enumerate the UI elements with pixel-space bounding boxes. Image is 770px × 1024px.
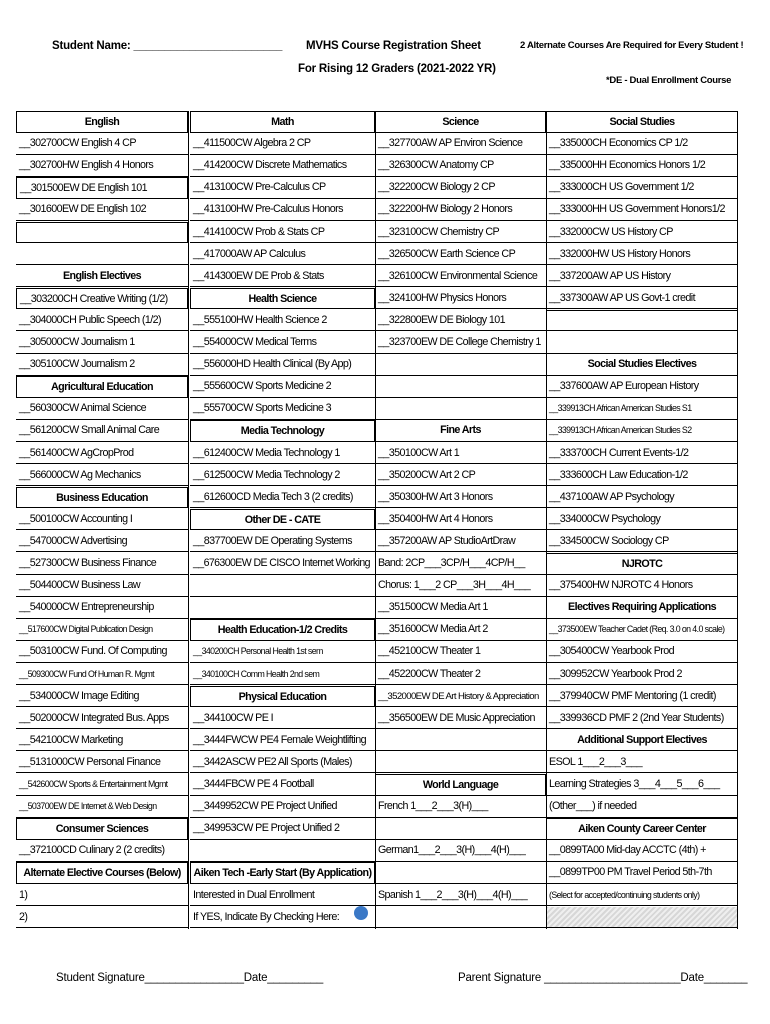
section-heading: Health Education-1/2 Credits — [190, 619, 375, 641]
course-option[interactable]: __301500EW DE English 101 — [16, 177, 188, 199]
blank-row — [375, 398, 546, 420]
blank-row — [190, 840, 375, 862]
course-option[interactable]: __324100HW Physics Honors — [375, 288, 546, 310]
course-option[interactable]: __327700AW AP Environ Science — [375, 133, 546, 155]
course-option[interactable]: 1) — [16, 885, 188, 907]
blank-row — [375, 354, 546, 376]
section-heading: Electives Requiring Applications — [546, 597, 738, 619]
course-option[interactable]: Spanish 1___2___3(H)___4(H)___ — [375, 885, 546, 907]
course-option[interactable]: __676300EW DE CISCO Internet Working — [190, 553, 375, 575]
course-option[interactable]: __555700CW Sports Medicine 3 — [190, 398, 375, 420]
course-option[interactable]: __322800EW DE Biology 101 — [375, 310, 546, 332]
course-option[interactable]: (Select for accepted/continuing students only) — [546, 885, 738, 907]
course-option[interactable]: __414100CW Prob & Stats CP — [190, 222, 375, 244]
course-option[interactable]: __350100CW Art 1 — [375, 443, 546, 465]
section-heading: Social Studies Electives — [546, 354, 738, 376]
course-option[interactable]: __356500EW DE Music Appreciation — [375, 708, 546, 730]
alternate-courses-note: 2 Alternate Courses Are Required for Every Student ! — [520, 40, 744, 51]
course-option[interactable]: __379940CW PMF Mentoring (1 credit) — [546, 686, 738, 708]
course-option[interactable]: __452100CW Theater 1 — [375, 641, 546, 663]
section-heading: Health Science — [190, 288, 375, 310]
section-heading: Consumer Sciences — [16, 818, 188, 840]
course-option[interactable]: __337200AW AP US History — [546, 266, 738, 288]
column-divider — [737, 111, 738, 929]
course-option[interactable]: __339913CH African American Studies S1 — [546, 398, 738, 420]
course-option[interactable]: __339913CH African American Studies S2 — [546, 420, 738, 442]
section-heading: Aiken Tech -Early Start (By Application) — [190, 862, 375, 884]
course-option[interactable]: __333600CH Law Education-1/2 — [546, 465, 738, 487]
course-option[interactable]: __326300CW Anatomy CP — [375, 155, 546, 177]
course-option[interactable]: Chorus: 1___2 CP___3H___4H___ — [375, 575, 546, 597]
course-option[interactable]: French 1___2___3(H)___ — [375, 796, 546, 818]
section-heading: English Electives — [16, 266, 188, 288]
course-option[interactable]: __305000CW Journalism 1 — [16, 332, 188, 354]
course-option[interactable]: __502000CW Integrated Bus. Apps — [16, 708, 188, 730]
section-heading: Science — [375, 111, 546, 133]
course-option[interactable]: __504400CW Business Law — [16, 575, 188, 597]
course-option[interactable]: ESOL 1___2___3___ — [546, 752, 738, 774]
column-divider — [188, 111, 189, 929]
course-option[interactable]: __352000EW DE Art History & Appreciation — [375, 686, 546, 708]
course-option[interactable]: (Other___) if needed — [546, 796, 738, 818]
blank-row — [375, 376, 546, 398]
course-option[interactable]: __373500EW Teacher Cadet (Req. 3.0 on 4.0 scale) — [546, 619, 738, 641]
student-signature-line[interactable]: Student Signature________________Date_________ — [56, 972, 324, 984]
course-option[interactable]: __334000CW Psychology — [546, 509, 738, 531]
dual-enrollment-note: *DE - Dual Enrollment Course — [606, 75, 732, 86]
course-option[interactable]: __305100CW Journalism 2 — [16, 354, 188, 376]
course-option[interactable]: __3449952CW PE Project Unified — [190, 796, 375, 818]
course-option[interactable]: __351500CW Media Art 1 — [375, 597, 546, 619]
blank-row — [190, 597, 375, 619]
course-option[interactable]: __437100AW AP Psychology — [546, 487, 738, 509]
course-option[interactable]: __3442ASCW PE2 All Sports (Males) — [190, 752, 375, 774]
blank-row — [546, 332, 738, 354]
course-option[interactable]: __350300HW Art 3 Honors — [375, 487, 546, 509]
course-option[interactable]: __411500CW Algebra 2 CP — [190, 133, 375, 155]
blank-row — [375, 862, 546, 884]
section-heading: Agricultural Education — [16, 376, 188, 398]
blank-row — [375, 907, 546, 929]
course-option[interactable]: __413100CW Pre-Calculus CP — [190, 177, 375, 199]
course-option[interactable]: __414200CW Discrete Mathematics — [190, 155, 375, 177]
course-option[interactable]: __304000CH Public Speech (1/2) — [16, 310, 188, 332]
blank-row — [190, 575, 375, 597]
course-option[interactable]: __503700EW DE Internet & Web Design — [16, 796, 188, 818]
course-option[interactable]: __326100CW Environmental Science — [375, 266, 546, 288]
column-divider — [375, 111, 376, 929]
course-option[interactable]: __335000HH Economics Honors 1/2 — [546, 155, 738, 177]
course-option[interactable]: __612600CD Media Tech 3 (2 credits) — [190, 487, 375, 509]
section-heading: Social Studies — [546, 111, 738, 133]
student-name-label: Student Name: ________________________ — [52, 40, 283, 52]
course-option[interactable]: __561200CW Small Animal Care — [16, 420, 188, 442]
course-option[interactable]: __556000HD Health Clinical (By App) — [190, 354, 375, 376]
course-option[interactable]: __302700HW English 4 Honors — [16, 155, 188, 177]
section-heading: World Language — [375, 774, 546, 796]
page-subtitle: For Rising 12 Graders (2021-2022 YR) — [298, 63, 496, 75]
course-option[interactable]: __350200CW Art 2 CP — [375, 465, 546, 487]
course-option[interactable]: __340200CH Personal Health 1st sem — [190, 641, 375, 663]
course-option[interactable]: Learning Strategies 3___4___5___6___ — [546, 774, 738, 796]
course-option[interactable]: __540000CW Entrepreneurship — [16, 597, 188, 619]
course-option[interactable]: __357200AW AP StudioArtDraw — [375, 531, 546, 553]
blank-row — [16, 244, 188, 266]
course-option[interactable]: __302700CW English 4 CP — [16, 133, 188, 155]
course-option[interactable]: __612400CW Media Technology 1 — [190, 443, 375, 465]
section-heading: Fine Arts — [375, 420, 546, 442]
course-option[interactable]: __339936CD PMF 2 (2nd Year Students) — [546, 708, 738, 730]
course-option[interactable]: __555600CW Sports Medicine 2 — [190, 376, 375, 398]
course-option[interactable]: __322200HW Biology 2 Honors — [375, 199, 546, 221]
dual-enrollment-checkbox[interactable] — [354, 906, 368, 920]
course-option[interactable]: Interested in Dual Enrollment — [190, 885, 375, 907]
column-divider — [546, 111, 547, 929]
course-option[interactable]: __612500CW Media Technology 2 — [190, 465, 375, 487]
course-option[interactable]: __413100HW Pre-Calculus Honors — [190, 199, 375, 221]
course-option[interactable]: __333700CH Current Events-1/2 — [546, 443, 738, 465]
blank-row — [375, 730, 546, 752]
course-option[interactable]: __500100CW Accounting I — [16, 509, 188, 531]
blank-row — [375, 752, 546, 774]
section-heading: Business Education — [16, 487, 188, 509]
course-option[interactable]: __332000HW US History Honors — [546, 244, 738, 266]
course-option[interactable]: __554000CW Medical Terms — [190, 332, 375, 354]
course-option[interactable]: __0899TA00 Mid-day ACCTC (4th) + — [546, 840, 738, 862]
course-option[interactable]: __542100CW Marketing — [16, 730, 188, 752]
course-option[interactable]: __3444FWCW PE4 Female Weightlifting — [190, 730, 375, 752]
blank-row — [16, 222, 188, 244]
section-heading: Alternate Elective Courses (Below) — [16, 862, 188, 884]
course-option[interactable]: __335000CH Economics CP 1/2 — [546, 133, 738, 155]
course-option[interactable]: __555100HW Health Science 2 — [190, 310, 375, 332]
course-option[interactable]: __561400CW AgCropProd — [16, 443, 188, 465]
course-option[interactable]: __305400CW Yearbook Prod — [546, 641, 738, 663]
course-option[interactable]: __334500CW Sociology CP — [546, 531, 738, 553]
course-option[interactable]: __350400HW Art 4 Honors — [375, 509, 546, 531]
course-option[interactable]: __333000HH US Government Honors1/2 — [546, 199, 738, 221]
section-heading: NJROTC — [546, 553, 738, 575]
course-option[interactable]: __837700EW DE Operating Systems — [190, 531, 375, 553]
course-option[interactable]: __503100CW Fund. Of Computing — [16, 641, 188, 663]
course-option[interactable]: 2) — [16, 907, 188, 929]
parent-signature-line[interactable]: Parent Signature ______________________Date_______ — [458, 972, 748, 984]
course-option[interactable]: __3444FBCW PE 4 Football — [190, 774, 375, 796]
section-heading: Math — [190, 111, 375, 133]
course-option[interactable]: __303200CH Creative Writing (1/2) — [16, 288, 188, 310]
course-option[interactable]: __452200CW Theater 2 — [375, 664, 546, 686]
course-option[interactable]: __332000CW US History CP — [546, 222, 738, 244]
course-option[interactable]: __344100CW PE I — [190, 708, 375, 730]
section-heading: Other DE - CATE — [190, 509, 375, 531]
course-option[interactable]: __337600AW AP European History — [546, 376, 738, 398]
course-option[interactable]: __509300CW Fund Of Human R. Mgmt — [16, 664, 188, 686]
course-option[interactable]: __323700EW DE College Chemistry 1 — [375, 332, 546, 354]
course-option[interactable]: __337300AW AP US Govt-1 credit — [546, 288, 738, 310]
course-option[interactable]: __560300CW Animal Science — [16, 398, 188, 420]
course-option[interactable]: __5131000CW Personal Finance — [16, 752, 188, 774]
course-option[interactable]: __349953CW PE Project Unified 2 — [190, 818, 375, 840]
page-title: MVHS Course Registration Sheet — [306, 40, 481, 52]
course-option[interactable]: __417000AW AP Calculus — [190, 244, 375, 266]
course-option[interactable]: __372100CD Culinary 2 (2 credits) — [16, 840, 188, 862]
course-option[interactable]: Band: 2CP___3CP/H___4CP/H__ — [375, 553, 546, 575]
course-option[interactable]: __527300CW Business Finance — [16, 553, 188, 575]
course-option[interactable]: __517600CW Digital Publication Design — [16, 619, 188, 641]
course-option[interactable]: __340100CH Comm Health 2nd sem — [190, 664, 375, 686]
course-option[interactable]: __309952CW Yearbook Prod 2 — [546, 664, 738, 686]
section-heading: English — [16, 111, 188, 133]
course-option[interactable]: __566000CW Ag Mechanics — [16, 465, 188, 487]
course-option[interactable]: __333000CH US Government 1/2 — [546, 177, 738, 199]
course-option[interactable]: __542600CW Sports & Entertainment Mgmt — [16, 774, 188, 796]
course-option[interactable]: __375400HW NJROTC 4 Honors — [546, 575, 738, 597]
blank-row — [375, 818, 546, 840]
section-heading: Physical Education — [190, 686, 375, 708]
course-option[interactable]: __0899TP00 PM Travel Period 5th-7th — [546, 862, 738, 884]
course-option[interactable]: German1___2___3(H)___4(H)___ — [375, 840, 546, 862]
blank-row — [546, 310, 738, 332]
course-grid — [16, 111, 738, 929]
course-option[interactable]: __326500CW Earth Science CP — [375, 244, 546, 266]
course-option[interactable]: __323100CW Chemistry CP — [375, 222, 546, 244]
section-heading: Aiken County Career Center — [546, 818, 738, 840]
course-option[interactable]: __414300EW DE Prob & Stats — [190, 266, 375, 288]
section-heading: Additional Support Electives — [546, 730, 738, 752]
course-option[interactable]: __351600CW Media Art 2 — [375, 619, 546, 641]
blank-row — [546, 907, 738, 929]
course-option[interactable]: __547000CW Advertising — [16, 531, 188, 553]
course-option[interactable]: If YES, Indicate By Checking Here: — [190, 907, 375, 929]
course-option[interactable]: __322200CW Biology 2 CP — [375, 177, 546, 199]
course-option[interactable]: __301600EW DE English 102 — [16, 199, 188, 221]
course-option[interactable]: __534000CW Image Editing — [16, 686, 188, 708]
section-heading: Media Technology — [190, 420, 375, 442]
